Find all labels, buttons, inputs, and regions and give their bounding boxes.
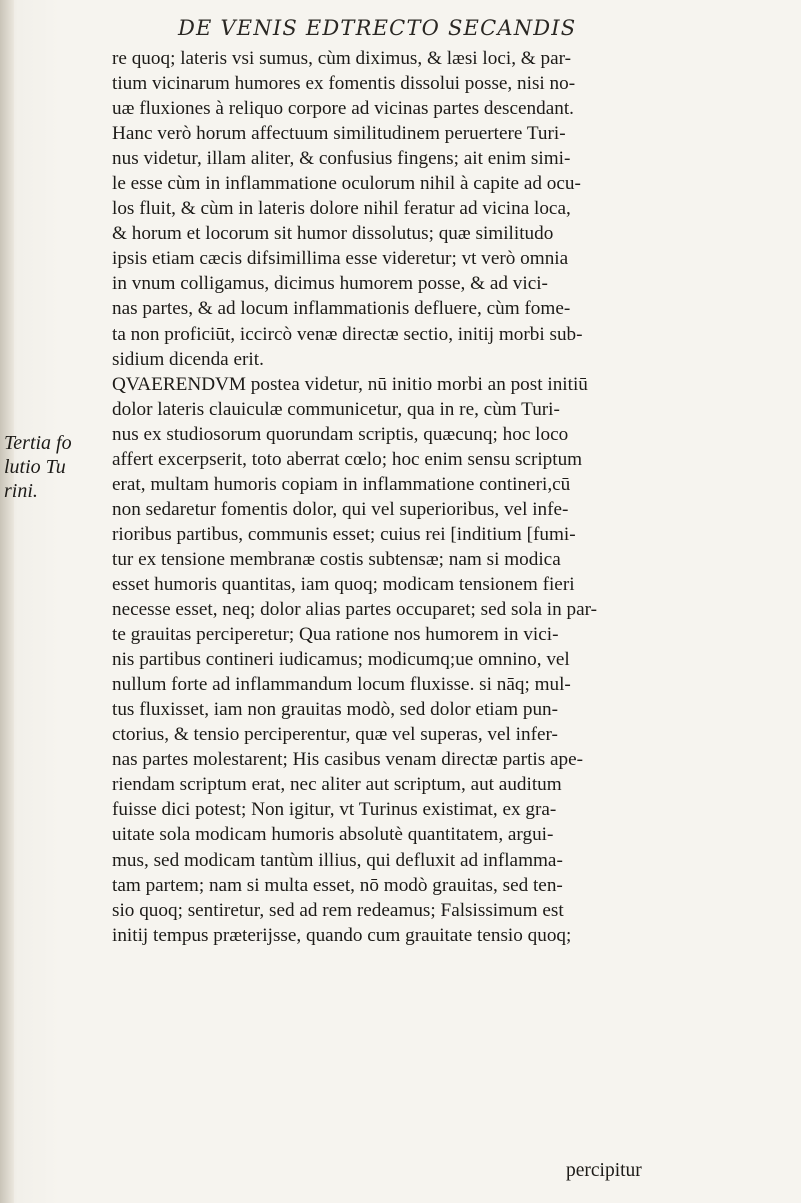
text-line: tium vicinarum humores ex fomentis dissolui posse, nisi no- (112, 73, 576, 95)
text-line: re quoq; lateris vsi sumus, cùm diximus, & læsi loci, & par- (112, 48, 572, 69)
text-line: nus videtur, illam aliter, & confusius fingens; ait enim simi- (112, 148, 571, 170)
text-line: nas partes molestarent; His casibus venam directæ partis ape- (112, 749, 584, 771)
marginal-note (4, 431, 72, 503)
text-line: affert excerpserit, toto aberrat cœlo; hoc enim sensu scriptum (112, 448, 583, 470)
body-text (112, 46, 792, 948)
text-line: los fluit, & cùm in lateris dolore nihil feratur ad vicina loca, (112, 198, 571, 220)
text-line: ipsis etiam cæcis difsimillima esse videretur; vt verò omnia (112, 248, 569, 270)
marginal-note-line: Tertia fo (4, 432, 72, 454)
text-line: nas partes, & ad locum inflammationis defluere, cùm fome- (112, 298, 571, 320)
running-head: DE VENIS EDTRECTO SECANDIS (178, 16, 577, 40)
text-line: dolor lateris clauiculæ communicetur, qua in re, cùm Turi- (112, 398, 560, 420)
text-line: tus fluxisset, iam non grauitas modò, sed dolor etiam pun- (112, 699, 559, 721)
catchword: percipitur (566, 1160, 642, 1181)
text-line: QVAERENDVM postea videtur, nū initio morbi an post initiū (112, 373, 588, 395)
text-line: nus ex studiosorum quorundam scriptis, quæcunq; hoc loco (112, 423, 569, 445)
text-line: mus, sed modicam tantùm illius, qui defluxit ad inflamma- (112, 849, 563, 871)
text-line: necesse esset, neq; dolor alias partes occuparet; sed sola in par- (112, 599, 597, 621)
text-line: fuisse dici potest; Non igitur, vt Turinus existimat, ex gra- (112, 799, 557, 821)
text-line: nis partibus contineri iudicamus; modicumq;ue omnino, vel (112, 649, 570, 671)
text-line: uitate sola modicam humoris absolutè quantitatem, argui- (112, 824, 554, 846)
text-line: initij tempus præterijsse, quando cum grauitate tensio quoq; (112, 924, 572, 946)
page-gutter (0, 0, 14, 1203)
marginal-note-line: rini. (4, 480, 38, 502)
text-line: rioribus partibus, communis esset; cuius rei [inditium [fumi- (112, 523, 576, 545)
text-line: riendam scriptum erat, nec aliter aut scriptum, aut auditum (112, 774, 562, 796)
text-line: ctorius, & tensio perciperentur, quæ vel superas, vel infer- (112, 724, 558, 746)
text-line: nullum forte ad inflammandum locum fluxisse. si nāq; mul- (112, 674, 571, 696)
text-line: esset humoris quantitas, iam quoq; modicam tensionem fieri (112, 573, 575, 595)
text-line: uæ fluxiones à reliquo corpore ad vicinas partes descendant. (112, 98, 574, 120)
text-line: te grauitas perciperetur; Qua ratione nos humorem in vici- (112, 624, 559, 646)
text-line: Hanc verò horum affectuum similitudinem peruertere Turi- (112, 123, 566, 145)
text-line: ta non proficiūt, iccircò venæ directæ sectio, initij morbi sub- (112, 323, 583, 345)
text-line: tam partem; nam si multa esset, nō modò grauitas, sed ten- (112, 874, 563, 896)
text-line: sidium dicenda erit. (112, 348, 264, 370)
text-line: tur ex tensione membranæ costis subtensæ; nam si modica (112, 548, 561, 570)
text-line: erat, multam humoris copiam in inflammatione contineri,cū (112, 473, 571, 495)
marginal-note-line: lutio Tu (4, 456, 66, 478)
text-line: sio quoq; sentiretur, sed ad rem redeamus; Falsissimum est (112, 899, 564, 921)
text-line: in vnum colligamus, dicimus humorem posse, & ad vici- (112, 273, 548, 295)
text-line: non sedaretur fomentis dolor, qui vel superioribus, vel infe- (112, 498, 569, 520)
text-line: & horum et locorum sit humor dissolutus; quæ similitudo (112, 223, 554, 245)
text-line: le esse cùm in inflammatione oculorum nihil à capite ad ocu- (112, 173, 581, 195)
